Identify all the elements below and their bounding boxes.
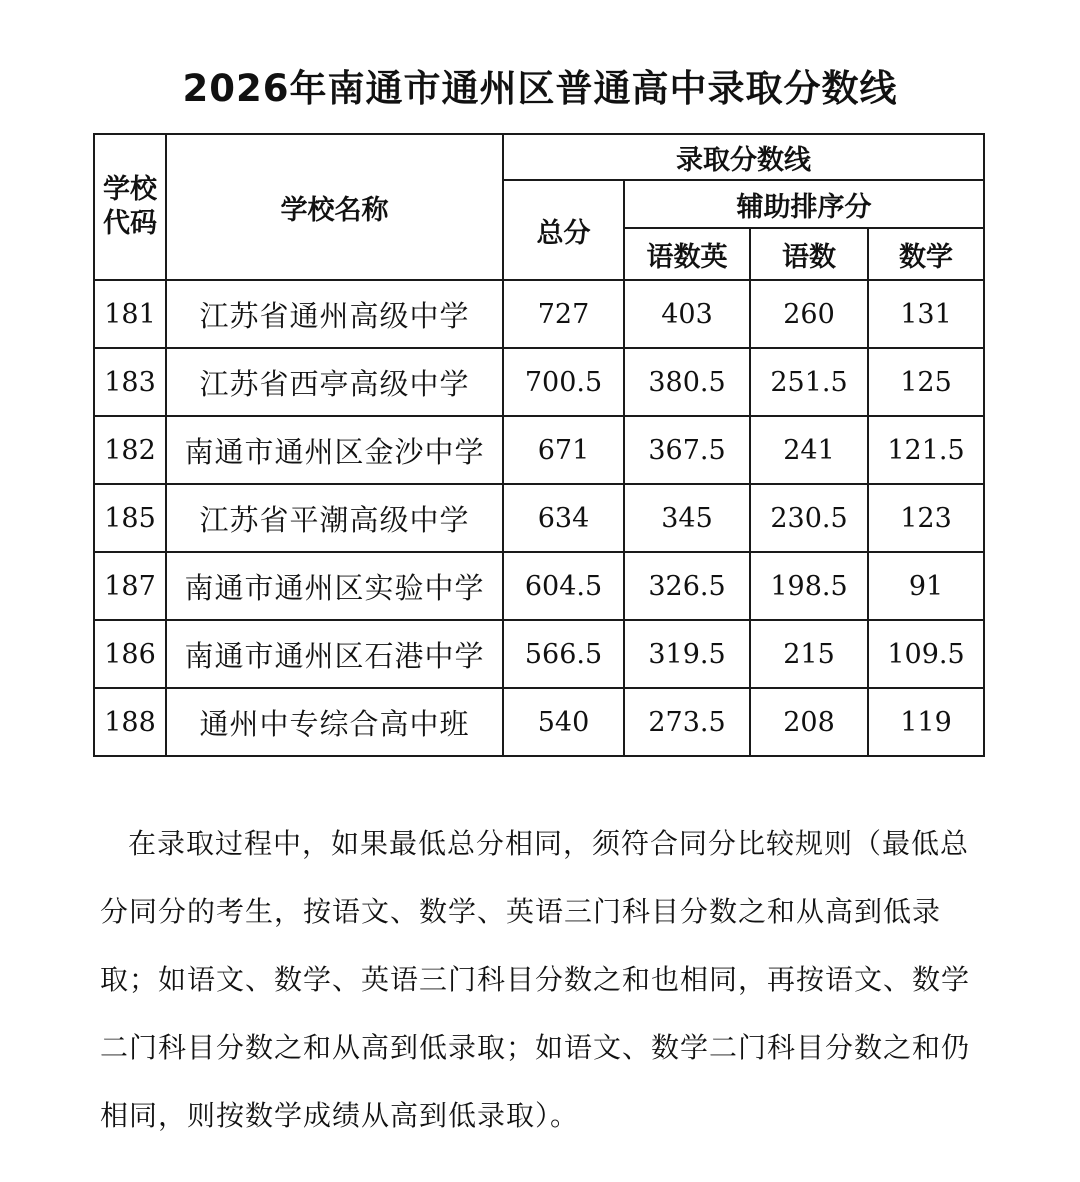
cell-total: 700.5: [503, 348, 624, 416]
header-school-name: 学校名称: [166, 134, 503, 280]
table-row: [94, 484, 984, 552]
cell-chn-math-eng: 380.5: [624, 348, 750, 416]
table-row: [94, 348, 984, 416]
table-row: [94, 280, 984, 348]
cell-chn-math: 215: [750, 620, 868, 688]
cell-school-name: 南通市通州区实验中学: [166, 552, 503, 620]
cell-total: 727: [503, 280, 624, 348]
cell-school-name: 江苏省西亭高级中学: [166, 348, 503, 416]
header-chn-math-eng: 语数英: [624, 228, 750, 280]
cell-code: 188: [94, 688, 166, 756]
cell-chn-math: 251.5: [750, 348, 868, 416]
cell-chn-math: 230.5: [750, 484, 868, 552]
page-title: 2026年南通市通州区普通高中录取分数线: [182, 67, 898, 110]
cell-school-name: 江苏省平潮高级中学: [166, 484, 503, 552]
header-row-1: [94, 134, 984, 180]
cell-math: 125: [868, 348, 984, 416]
cell-math: 91: [868, 552, 984, 620]
cell-chn-math-eng: 273.5: [624, 688, 750, 756]
cell-school-name: 南通市通州区金沙中学: [166, 416, 503, 484]
cell-chn-math: 241: [750, 416, 868, 484]
cell-code: 187: [94, 552, 166, 620]
tie-break-note: 在录取过程中，如果最低总分相同，须符合同分比较规则（最低总分同分的考生，按语文、数学、英语三门科目分数之和从高到低录取；如语文、数学、英语三门科目分数之和也相同，再按语文、数学二门科目分数之和从高到低录取；如语文、数学二门科目分数之和仍相同，则按数学成绩从高到低录取）。: [100, 827, 971, 1132]
cell-code: 186: [94, 620, 166, 688]
cell-total: 671: [503, 416, 624, 484]
cell-chn-math-eng: 326.5: [624, 552, 750, 620]
cell-chn-math: 208: [750, 688, 868, 756]
cell-total: 566.5: [503, 620, 624, 688]
cell-chn-math-eng: 367.5: [624, 416, 750, 484]
cell-code: 182: [94, 416, 166, 484]
cell-chn-math: 260: [750, 280, 868, 348]
cell-total: 604.5: [503, 552, 624, 620]
table-row: [94, 552, 984, 620]
cell-chn-math-eng: 319.5: [624, 620, 750, 688]
admission-score-table: [93, 133, 985, 757]
header-school-code: 学校代码: [94, 134, 166, 280]
header-aux: 辅助排序分: [624, 180, 984, 228]
cell-math: 131: [868, 280, 984, 348]
cell-code: 183: [94, 348, 166, 416]
cell-chn-math-eng: 403: [624, 280, 750, 348]
cell-math: 109.5: [868, 620, 984, 688]
cell-school-name: 通州中专综合高中班: [166, 688, 503, 756]
header-cutoff: 录取分数线: [503, 134, 984, 180]
cell-math: 121.5: [868, 416, 984, 484]
cell-chn-math-eng: 345: [624, 484, 750, 552]
cell-math: 123: [868, 484, 984, 552]
table-row: [94, 620, 984, 688]
cell-math: 119: [868, 688, 984, 756]
cell-total: 634: [503, 484, 624, 552]
cell-total: 540: [503, 688, 624, 756]
table-row: [94, 416, 984, 484]
header-math: 数学: [868, 228, 984, 280]
cell-code: 185: [94, 484, 166, 552]
header-chn-math: 语数: [750, 228, 868, 280]
cell-chn-math: 198.5: [750, 552, 868, 620]
table-row: [94, 688, 984, 756]
cell-code: 181: [94, 280, 166, 348]
cell-school-name: 南通市通州区石港中学: [166, 620, 503, 688]
header-total: 总分: [503, 180, 624, 280]
cell-school-name: 江苏省通州高级中学: [166, 280, 503, 348]
